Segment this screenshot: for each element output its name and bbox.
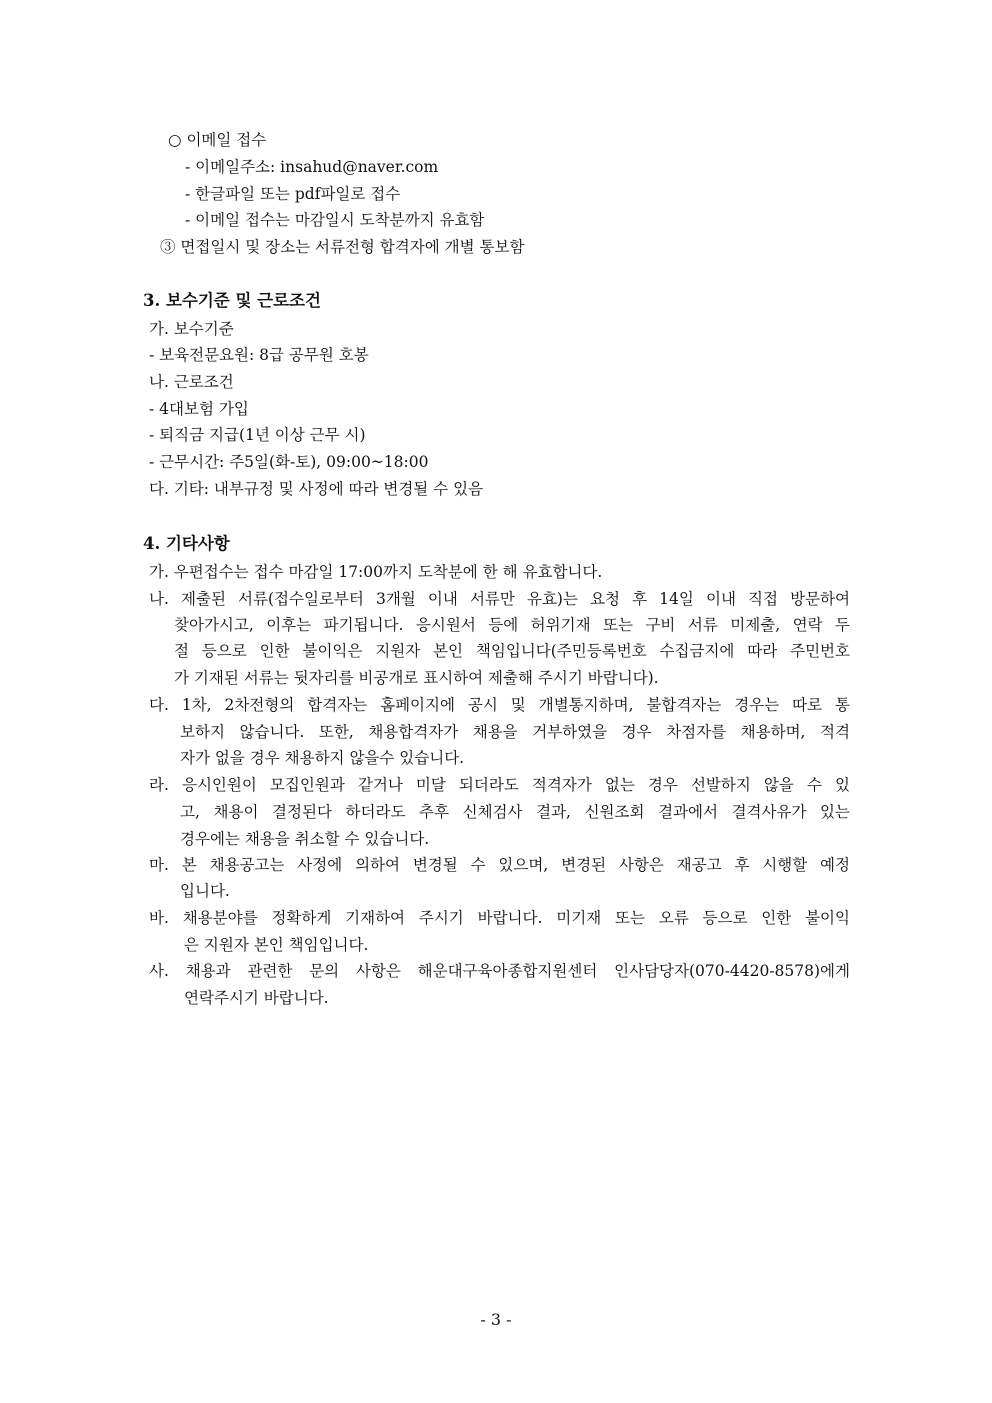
- section4-line: 다. 1차, 2차전형의 합격자는 홈페이지에 공시 및 개별통지하며, 불합격자는 경우는 따로 통: [149, 696, 850, 714]
- interview-note: ③ 면접일시 및 장소는 서류전형 합격자에 개별 통보함: [160, 238, 525, 256]
- section4-line: 사. 채용과 관련한 문의 사항은 해운대구육아종합지원센터 인사담당자(070-4420-8578)에게: [149, 962, 850, 980]
- section4-line: 연락주시기 바랍니다.: [184, 989, 329, 1007]
- section4-line: 가. 우편접수는 접수 마감일 17:00까지 도착분에 한 해 유효합니다.: [149, 563, 603, 581]
- section3-line: - 4대보험 가입: [149, 400, 249, 418]
- section4-line: 절 등으로 인한 불이익은 지원자 본인 책임입니다(주민등록번호 수집금지에 따라 주민번호: [174, 642, 850, 660]
- section4-line: 경우에는 채용을 취소할 수 있습니다.: [180, 830, 430, 848]
- section4-heading: 4. 기타사항: [143, 534, 230, 553]
- email-format-item: - 한글파일 또는 pdf파일로 접수: [185, 185, 401, 203]
- section4-line: 라. 응시인원이 모집인원과 같거나 미달 되더라도 적격자가 없는 경우 선발하지 않을 수 있: [149, 776, 850, 794]
- section4-line: 찾아가시고, 이후는 파기됩니다. 응시원서 등에 허위기재 또는 구비 서류 미제출, 연락 두: [174, 616, 850, 634]
- section4-line: 마. 본 채용공고는 사정에 의하여 변경될 수 있으며, 변경된 사항은 재공고 후 시행할 예정: [149, 856, 850, 874]
- section3-line: - 보육전문요원: 8급 공무원 호봉: [149, 346, 369, 364]
- section4-line: 나. 제출된 서류(접수일로부터 3개월 이내 서류만 유효)는 요청 후 14일 이내 직접 방문하여: [149, 590, 850, 608]
- email-address-item: - 이메일주소: insahud@naver.com: [185, 158, 439, 176]
- section3-line: - 퇴직금 지급(1년 이상 근무 시): [149, 426, 366, 444]
- section4-line: 자가 없을 경우 채용하지 않을수 있습니다.: [180, 749, 465, 767]
- section4-line: 가 기재된 서류는 뒷자리를 비공개로 표시하여 제출해 주시기 바랍니다).: [174, 669, 659, 687]
- email-title: ○ 이메일 접수: [168, 131, 267, 149]
- section4-line: 보하지 않습니다. 또한, 채용합격자가 채용을 거부하였을 경우 차점자를 채용하며, 적격: [180, 723, 850, 741]
- section3-line: 다. 기타: 내부규정 및 사정에 따라 변경될 수 있음: [149, 480, 484, 498]
- section3-line: 나. 근로조건: [149, 373, 234, 391]
- section3-line: 가. 보수기준: [149, 320, 234, 338]
- section4-line: 은 지원자 본인 책임입니다.: [184, 936, 369, 954]
- section3-line: - 근무시간: 주5일(화-토), 09:00~18:00: [149, 453, 429, 471]
- email-deadline-item: - 이메일 접수는 마감일시 도착분까지 유효함: [185, 211, 485, 229]
- section4-line: 입니다.: [180, 882, 230, 900]
- page-number: - 3 -: [480, 1310, 512, 1329]
- section4-line: 고, 채용이 결정된다 하더라도 추후 신체검사 결과, 신원조회 결과에서 결격사유가 있는: [180, 803, 850, 821]
- section4-line: 바. 채용분야를 정확하게 기재하여 주시기 바랍니다. 미기재 또는 오류 등으로 인한 불이익: [149, 909, 850, 927]
- section3-heading: 3. 보수기준 및 근로조건: [143, 291, 321, 310]
